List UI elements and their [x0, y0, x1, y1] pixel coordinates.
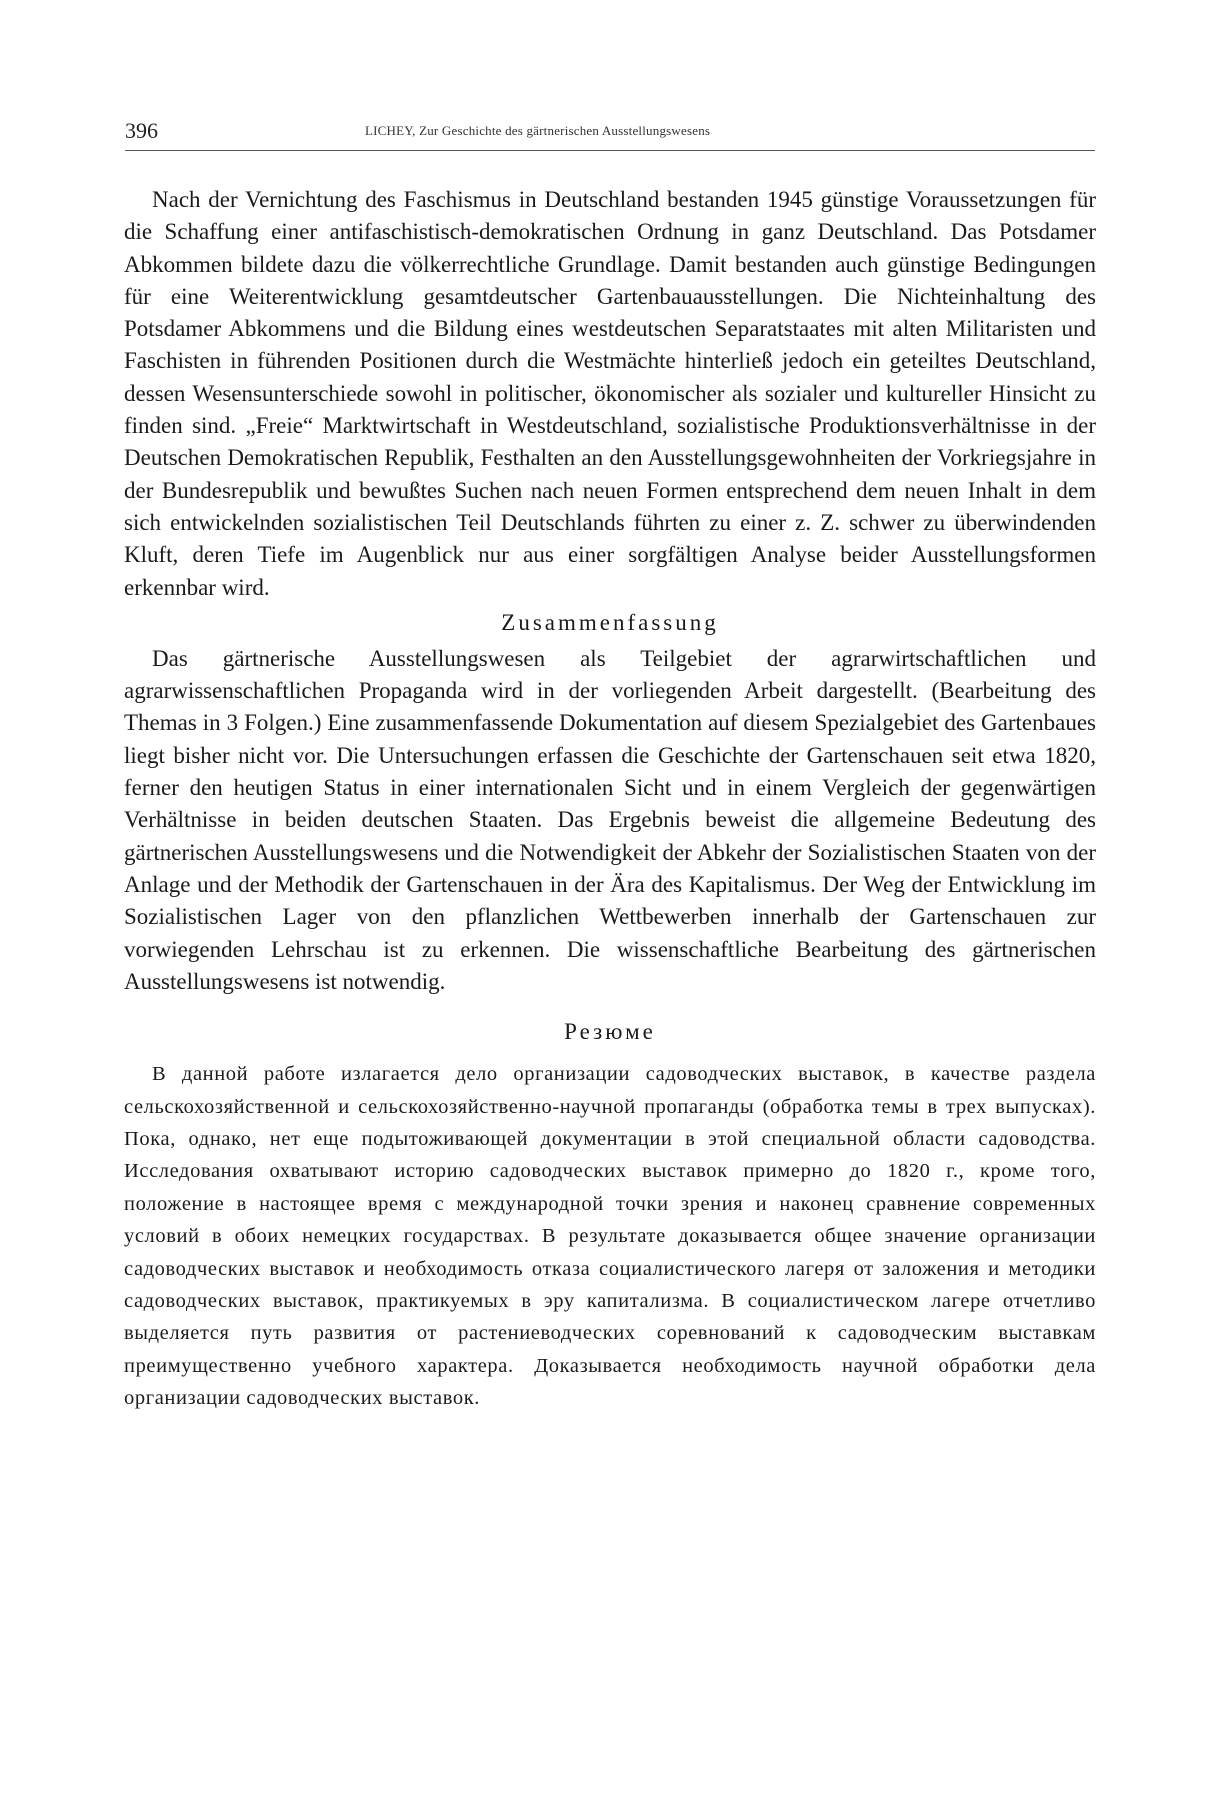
running-title: LICHEY, Zur Geschichte des gärtnerischen Ausstellungswesens: [365, 123, 711, 138]
summary-paragraph-russian: В данной работе излагается дело организации садоводческих выставок, в качестве раздела сельскохозяйственной и сельскохозяйственно-научной пропаганды (обработка темы в трех выпусках). Пока, однако, нет еще подытоживающей документации в этой специальной области садоводства. Исследования охватывают историю садоводческих выставок примерно до 1820 г., кроме того, положение в настоящее время с международной точки зрения и наконец сравнение современных условий в обоих немецких государствах. В результате доказывается общее значение организации садоводческих выставок и необходимость отказа социалистического лагеря от заложения и методики садоводческих выставок, практикуемых в эру капитализма. В социалистическом лагере отчетливо выделяется путь развития от растениеводческих соревнований к садоводческим выставкам преимущественно учебного характера. Доказывается необходимость научной обработки дела организации садоводческих выставок.: [124, 1063, 1096, 1410]
body-paragraph: Nach der Vernichtung des Faschismus in Deutschland bestanden 1945 günstige Voraussetzungen für die Schaffung einer antifaschistisch-demokratischen Ordnung in ganz Deutschland. Das Potsdamer Abkommen bildete dazu die völkerrechtliche Grundlage. Damit bestanden auch günstige Bedingungen für eine Weiterentwicklung gesamtdeutscher Gartenbauausstellungen. Die Nichteinhaltung des Potsdamer Abkommens und die Bildung eines westdeutschen Separatstaates mit alten Militaristen und Faschisten in führenden Positionen durch die Westmächte hinterließ jedoch ein geteiltes Deutschland, dessen Wesensunterschiede sowohl in politischer, ökonomischer als sozialer und kultureller Hinsicht zu finden sind. „Freie“ Marktwirtschaft in Westdeutschland, sozialistische Produktionsverhältnisse in der Deutschen Demokratischen Republik, Festhalten an den Ausstellungsgewohnheiten der Vorkriegsjahre in der Bundesrepublik und bewußtes Suchen nach neuen Formen entsprechend dem neuen Inhalt in dem sich entwickelnden sozialistischen Teil Deutschlands führten zu einer z. Z. schwer zu überwindenden Kluft, deren Tiefe im Augenblick nur aus einer sorgfältigen Analyse beider Ausstellungsformen erkennbar wird.: [124, 187, 1096, 600]
header-rule: [125, 150, 1095, 151]
summary-heading-german: Zusammenfassung: [501, 609, 719, 635]
summary-paragraph-german: Das gärtnerische Ausstellungswesen als Teilgebiet der agrarwirtschaftlichen und agrarwissenschaftlichen Propaganda wird in der vorliegenden Arbeit dargestellt. (Bearbeitung des Themas in 3 Folgen.) Eine zusammenfassende Dokumentation auf diesem Spezialgebiet des Gartenbaues liegt bisher nicht vor. Die Untersuchungen erfassen die Geschichte der Gartenschauen seit etwa 1820, ferner den heutigen Status in einer internationalen Sicht und in einem Vergleich der gegenwärtigen Verhältnisse in beiden deutschen Staaten. Das Ergebnis beweist die allgemeine Bedeutung des gärtnerischen Ausstellungswesens und die Notwendigkeit der Abkehr der Sozialistischen Staaten von der Anlage und der Methodik der Gartenschauen in der Ära des Kapitalismus. Der Weg der Entwicklung im Sozialistischen Lager von den pflanzlichen Wettbewerben innerhalb der Gartenschauen zur vorwiegenden Lehrschau ist zu erkennen. Die wissenschaftliche Bearbeitung des gärtnerischen Ausstellungswesens ist notwendig.: [124, 645, 1096, 994]
page-number: 396: [125, 118, 158, 143]
summary-heading-russian: Резюме: [564, 1019, 656, 1045]
page-header: [125, 117, 1095, 149]
article-body: [124, 184, 1096, 1415]
